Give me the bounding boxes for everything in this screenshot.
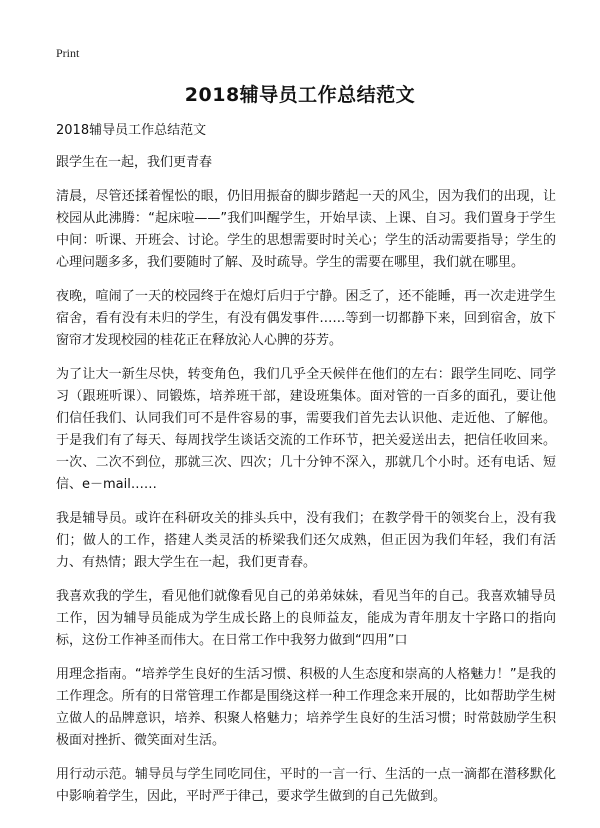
paragraph: 用理念指南。“培养学生良好的生活习惯、积极的人生态度和崇高的人格魅力！”是我的工作理念。所有的日常管理工作都是围绕这样一种工作理念来开展的，比如帮助学生树立做人的品牌意识，培养、积聚人格魅力；培养学生良好的生活习惯；时常鼓励学生积极面对挫折、微笑面对生活。 <box>56 667 556 748</box>
document-subtitle: 2018辅导员工作总结范文 <box>56 123 207 138</box>
section-heading: 跟学生在一起，我们更青春 <box>56 155 213 170</box>
paragraph: 我喜欢我的学生，看见他们就像看见自己的弟弟妹妹，看见当年的自己。我喜欢辅导员工作，因为辅导员能成为学生成长路上的良师益友，能成为青年朋友十字路口的指向标，这份工作神圣而伟大。在日常工作中我努力做到“四用”口 <box>56 589 556 648</box>
paragraph: 我是辅导员。或许在科研攻关的排头兵中，没有我们；在教学骨干的领奖台上，没有我们；做人的工作，搭建人类灵活的桥梁我们还欠成熟，但正因为我们年轻，我们有活力、有热情；跟大学生在一起，我们更青春。 <box>56 511 556 570</box>
print-label[interactable]: Print <box>56 46 80 60</box>
paragraph: 为了让大一新生尽快，转变角色，我们几乎全天候伴在他们的左右：跟学生同吃、同学习（跟班听课）、同锻炼，培养班干部，建设班集体。面对管的一百多的面孔，要让他们信任我们、认同我们可不是件容易的事，需要我们首先去认识他、走近他、了解他。于是我们有了每天、每周找学生谈话交流的工作环节，把关爱送出去，把信任收回来。一次、二次不到位，那就三次、四次；几十分钟不深入，那就几个小时。还有电话、短信、e－mail…… <box>56 367 556 492</box>
paragraph: 清晨，尽管还揉着惺忪的眼，仍旧用振奋的脚步踏起一天的风尘，因为我们的出现，让校园从此沸腾：“起床啦——”我们叫醒学生，开始早读、上课、自习。我们置身于学生中间：听课、开班会、讨论。学生的思想需要时时关心；学生的活动需要指导；学生的心理问题多多，我们要随时了解、及时疏导。学生的需要在哪里，我们就在哪里。 <box>56 189 556 270</box>
paragraph: 用行动示范。辅导员与学生同吃同住，平时的一言一行、生活的一点一滴都在潜移默化中影响着学生，因此，平时严于律己，要求学生做到的自己先做到。 <box>56 767 556 804</box>
document-title: 2018辅导员工作总结范文 <box>184 84 416 106</box>
paragraph: 夜晚，喧闹了一天的校园终于在熄灯后归于宁静。困乏了，还不能睡，再一次走进学生宿舍，看有没有未归的学生，有没有偶发事件……等到一切都静下来，回到宿舍，放下窗帘才发现校园的桂花正在释放沁人心脾的芬芳。 <box>56 289 556 348</box>
document-body <box>56 120 556 820</box>
